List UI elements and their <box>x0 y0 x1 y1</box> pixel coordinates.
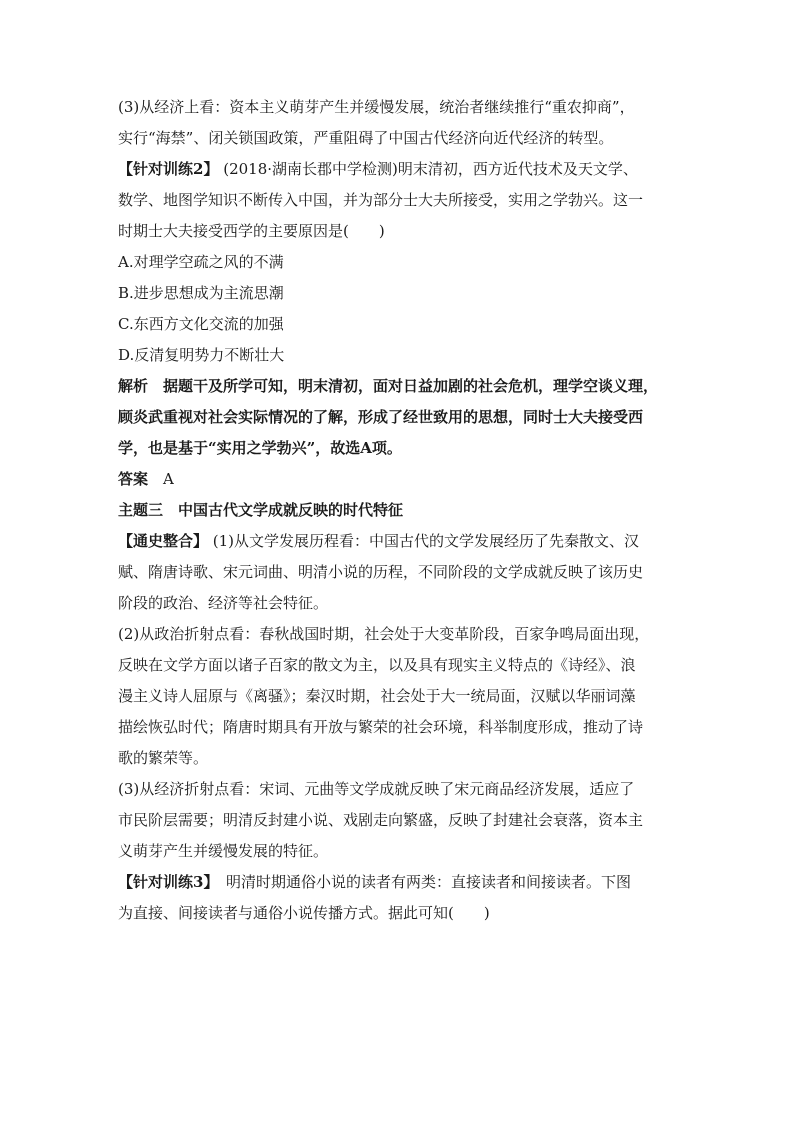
text-line: (2)从政治折射点看：春秋战国时期，社会处于大变革阶段，百家争鸣局面出现， <box>118 625 650 643</box>
text-line: 歌的繁荣等。 <box>118 749 209 767</box>
topic-label: 主题三 <box>118 501 164 519</box>
option-b: B.进步思想成为主流思潮 <box>118 284 284 302</box>
exercise-2-stem-line: 数学、地图学知识不断传入中国，并为部分士大夫所接受，实用之学勃兴。这一 <box>118 191 644 209</box>
exercise-2 <box>118 154 678 371</box>
text-line: 反映在文学方面以诸子百家的散文为主，以及具有现实主义特点的《诗经》、浪 <box>118 656 636 674</box>
exercise-3 <box>118 867 678 929</box>
history-integration-text: (1)从文学发展历程看：中国古代的文学发展经历了先秦散文、汉 <box>208 532 640 550</box>
exercise-3-stem-line <box>118 867 678 898</box>
history-integration-line: 赋、隋唐诗歌、宋元词曲、明清小说的历程，不同阶段的文学成就反映了该历史 <box>118 563 644 581</box>
text-line: 市民阶层需要；明清反封建小说、戏剧走向繁盛，反映了封建社会衰落，资本主 <box>118 811 644 829</box>
exercise-2-stem-line: 时期士大夫接受西学的主要原因是( ) <box>118 222 385 240</box>
history-integration-line <box>118 526 678 557</box>
answer-line <box>118 464 678 495</box>
paragraph-politics <box>118 619 678 774</box>
text-line: 义萌芽产生并缓慢发展的特征。 <box>118 842 329 860</box>
text-line: (3)从经济折射点看：宋词、元曲等文学成就反映了宋元商品经济发展，适应了 <box>118 780 635 798</box>
answer-label: 答案 <box>118 470 149 488</box>
topic-heading-line <box>118 495 678 526</box>
exercise-label: 【针对训练3】 <box>118 873 211 891</box>
analysis-line: 顾炎武重视对社会实际情况的了解，形成了经世致用的思想，同时士大夫接受西 <box>118 408 644 426</box>
analysis-line: 学，也是基于“实用之学勃兴”，故选A项。 <box>118 439 402 457</box>
option-a: A.对理学空疏之风的不满 <box>118 253 284 271</box>
text-line: 实行“海禁”、闭关锁国政策，严重阻碍了中国古代经济向近代经济的转型。 <box>118 129 614 147</box>
exercise-2-stem-line <box>118 154 678 185</box>
topic-title: 中国古代文学成就反映的时代特征 <box>163 501 404 519</box>
analysis-block <box>118 371 678 464</box>
topic-heading <box>118 495 678 526</box>
history-integration-label: 【通史整合】 <box>118 532 209 550</box>
exercise-3-text: 明清时期通俗小说的读者有两类：直接读者和间接读者。下图 <box>210 873 631 891</box>
analysis-line <box>118 371 678 402</box>
text-line: (3)从经济上看：资本主义萌芽产生并缓慢发展，统治者继续推行“重农抑商”， <box>118 98 635 116</box>
paragraph-economy-ming-qing <box>118 92 678 154</box>
exercise-source: (2018·湖南长郡中学检测)明末清初，西方近代技术及天文学、 <box>218 160 638 178</box>
history-integration-line: 阶段的政治、经济等社会特征。 <box>118 594 329 612</box>
exercise-3-stem-line: 为直接、间接读者与通俗小说传播方式。据此可知( ) <box>118 904 490 922</box>
exercise-label: 【针对训练2】 <box>118 160 219 178</box>
option-d: D.反清复明势力不断壮大 <box>118 346 285 364</box>
answer-block <box>118 464 678 495</box>
history-integration-block <box>118 526 678 619</box>
option-c: C.东西方文化交流的加强 <box>118 315 284 333</box>
answer-value: A <box>148 470 174 488</box>
text-line: 描绘恢弘时代；隋唐时期具有开放与繁荣的社会环境，科举制度形成，推动了诗 <box>118 718 644 736</box>
analysis-label: 解析 <box>118 377 149 395</box>
analysis-text: 据题干及所学可知，明末清初，面对日益加剧的社会危机，理学空谈义理， <box>148 377 659 395</box>
paragraph-economy <box>118 774 678 867</box>
text-line: 漫主义诗人屈原与《离骚》；秦汉时期，社会处于大一统局面，汉赋以华丽词藻 <box>118 687 636 705</box>
